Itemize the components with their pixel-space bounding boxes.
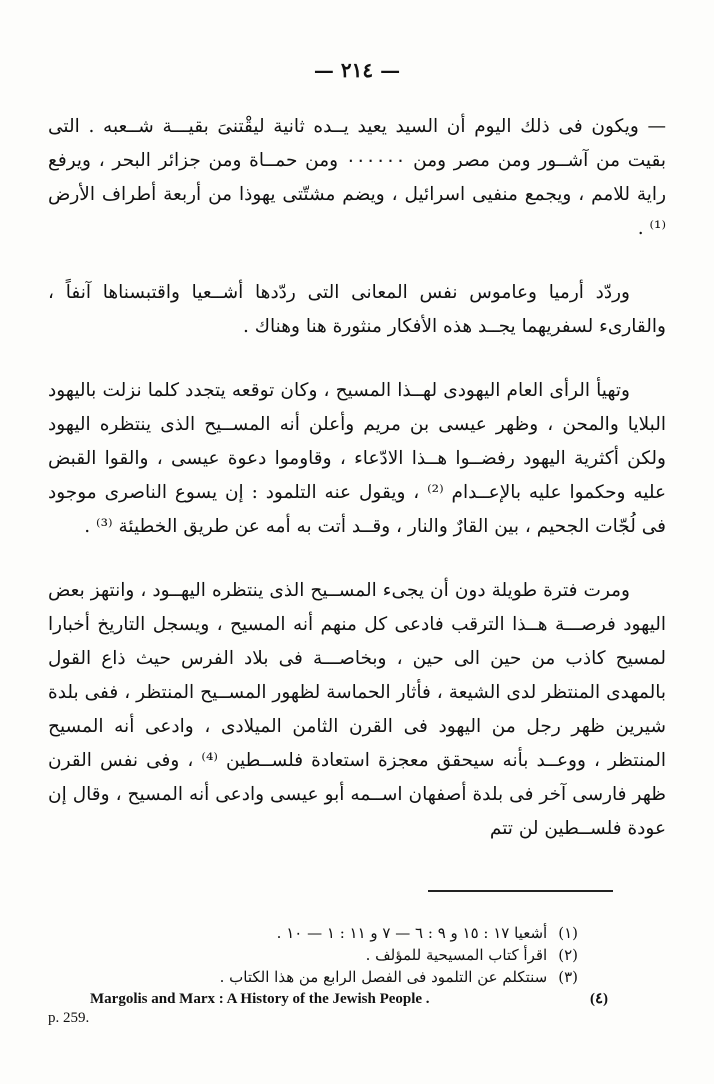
footnote-number: (٢) (558, 946, 578, 964)
footnote (90, 922, 578, 944)
footnotes (90, 922, 608, 1010)
footnote-number: (١) (558, 924, 578, 942)
footnote-divider (428, 890, 613, 892)
paragraph: وتهيأ الرأى العام اليهودى لهــذا المسيح ، وكان توقعه يتجدد كلما نزلت باليهود البلايا والمحن ، وظهر عيسى بن مريم وأعلن أنه المســيح الذى ينتظره اليهود ولكن أكثرية اليهود رفضــوا هــذا الادّعاء ، وقاوموا دعوة عيسى ، والقوا القبض عليه وحكموا عليه بالإعــدام ⁽²⁾ ، ويقول عنه التلمود : إن يسوع الناصرى موجود فى لُجّات الجحيم ، بين القارٌ والنار ، وقــد أتت به أمه عن طريق الخطيئة ⁽³⁾ . (48, 380, 666, 537)
footnote-number: (٤) (589, 991, 608, 1007)
footnote-text: Margolis and Marx : A History of the Jewish People . (90, 991, 430, 1007)
body-text (48, 110, 666, 846)
paragraph: — ويكون فى ذلك اليوم أن السيد يعيد يــده ثانية ليقْتنىَ بقيـــة شــعبه . التى بقيت من آشــور ومن مصر ومن ٠٠٠٠٠٠ ومن حمــاة ومن جزائر البحر ، ويرفع راية للامم ، ويجمع منفيى اسرائيل ، ويضم مشتّتى يهوذا من أربعة أطراف الأرض ⁽¹⁾ . (48, 116, 667, 239)
footnote (90, 988, 608, 1010)
footnote-number: (٣) (558, 968, 578, 986)
footnote-text: سنتكلم عن التلمود فى الفصل الرابع من هذا الكتاب . (219, 968, 548, 986)
footnote (90, 944, 578, 966)
paragraph: وردّد أرميا وعاموس نفس المعانى التى ردّدها أشــعيا واقتبسناها آنفاً ، والقارىء لسفريهما يجــد هذه الأفكار منثورة هنا وهناك . (48, 282, 666, 337)
footnote-text: اقرأ كتاب المسيحية للمؤلف . (365, 946, 548, 964)
page-number: — ٢١٤ — (313, 58, 401, 82)
footnote (90, 966, 578, 988)
footnote-continuation: p. 259. (48, 1010, 90, 1026)
footnote-text: أشعيا ١٧ : ١٥ و ٩ : ٦ — ٧ و ١١ : ١ — ١٠ . (276, 924, 548, 942)
paragraph: ومرت فترة طويلة دون أن يجىء المســيح الذى ينتظره اليهــود ، وانتهز بعض اليهود فرصـــة هــذا الترقب فادعى كل منهم أنه المسيح ، ويسجل التاريخ أخبارا لمسيح كاذب من حين الى حين ، وبخاصـــة فى بلاد الفرس حيث ذاع القول بالمهدى المنتظر لدى الشيعة ، فأثار الحماسة لظهور المســيح المنتظر ، ففى بلدة شيرين ظهر رجل من اليهود فى القرن الثامن الميلادى ، وادعى أنه المسيح المنتظر ، ووعــد بأنه سيحقق معجزة استعادة فلســطين ⁽⁴⁾ ، وفى نفس القرن ظهر فارسى آخر فى بلدة أصفهان اســمه أبو عيسى وادعى أنه المسيح ، وقال إن عودة فلســطين لن تتم (48, 580, 666, 839)
